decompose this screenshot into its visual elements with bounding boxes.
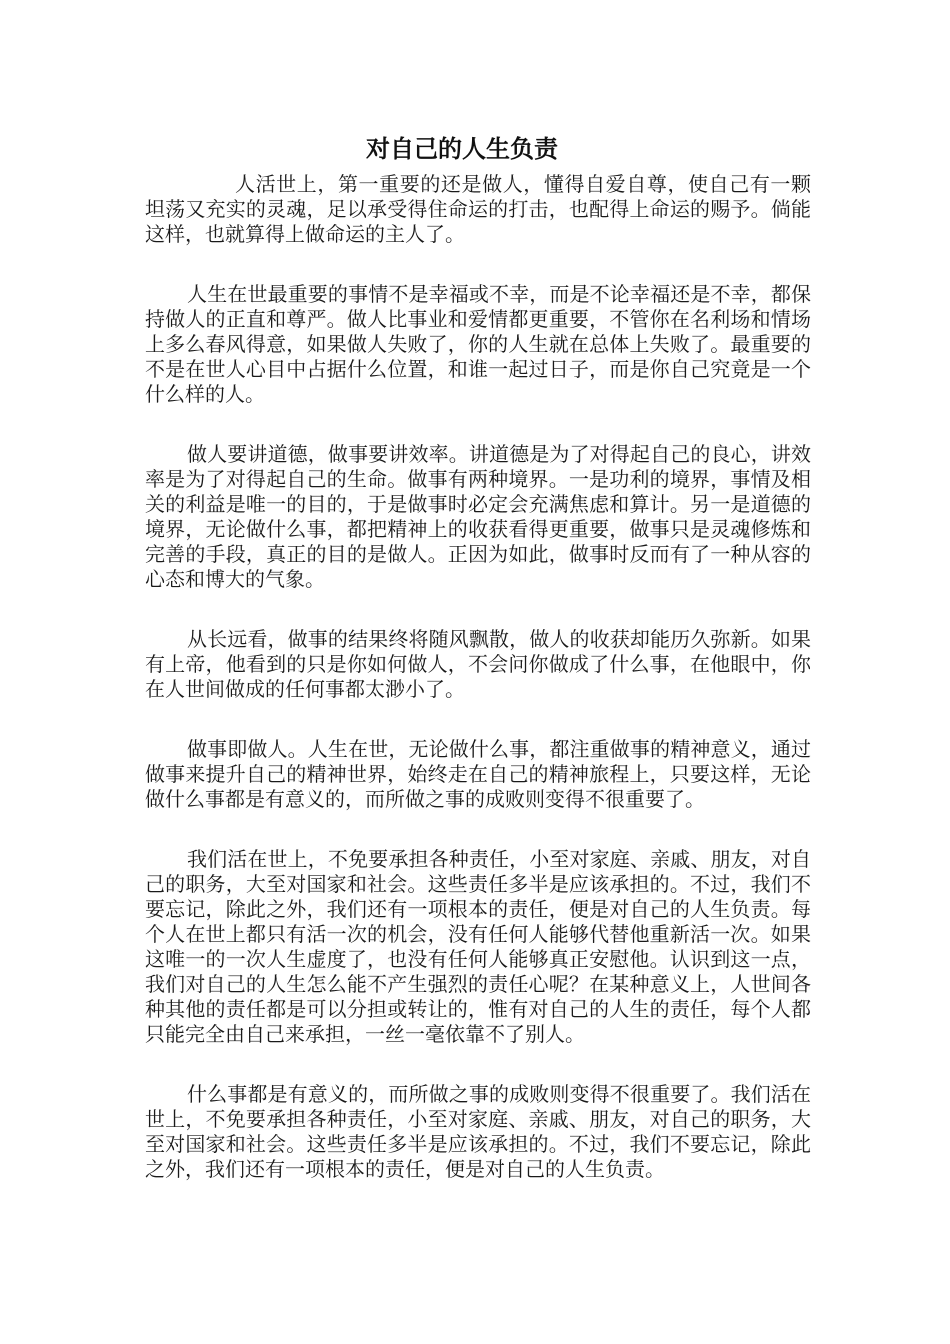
paragraph-7: 什么事都是有意义的，而所做之事的成败则变得不很重要了。我们活在世上，不免要承担各种责任，小至对家庭、亲戚、朋友，对自己的职务，大至对国家和社会。这些责任多半是应该承担的。不过，我们不要忘记，除此之外，我们还有一项根本的责任，便是对自己的人生负责。 <box>145 1082 811 1181</box>
paragraph-1: 人活世上，第一重要的还是做人，懂得自爱自尊，使自己有一颗坦荡又充实的灵魂，足以承受得住命运的打击，也配得上命运的赐予。倘能这样，也就算得上做命运的主人了。 <box>145 172 811 246</box>
paragraph-5: 做事即做人。人生在世，无论做什么事，都注重做事的精神意义，通过做事来提升自己的精神世界，始终走在自己的精神旅程上，只要这样，无论做什么事都是有意义的，而所做之事的成败则变得不很重要了。 <box>145 737 811 811</box>
paragraph-3: 做人要讲道德，做事要讲效率。讲道德是为了对得起自己的良心，讲效率是为了对得起自己的生命。做事有两种境界。一是功利的境界，事情及相关的利益是唯一的目的，于是做事时必定会充满焦虑和算计。另一是道德的境界，无论做什么事，都把精神上的收获看得更重要，做事只是灵魂修炼和完善的手段，真正的目的是做人。正因为如此，做事时反而有了一种从容的心态和博大的气象。 <box>145 442 811 591</box>
document-body <box>145 172 811 1182</box>
paragraph-2: 人生在世最重要的事情不是幸福或不幸，而是不论幸福还是不幸，都保持做人的正直和尊严。做人比事业和爱情都更重要，不管你在名利场和情场上多么春风得意，如果做人失败了，你的人生就在总体上失败了。最重要的不是在世人心目中占据什么位置，和谁一起过日子，而是你自己究竟是一个什么样的人。 <box>145 282 811 406</box>
paragraph-4: 从长远看，做事的结果终将随风飘散，做人的收获却能历久弥新。如果有上帝，他看到的只是你如何做人，不会问你做成了什么事，在他眼中，你在人世间做成的任何事都太渺小了。 <box>145 627 811 701</box>
document-title: 对自己的人生负责 <box>366 135 558 163</box>
paragraph-6: 我们活在世上，不免要承担各种责任，小至对家庭、亲戚、朋友，对自己的职务，大至对国家和社会。这些责任多半是应该承担的。不过，我们不要忘记，除此之外，我们还有一项根本的责任，便是对自己的人生负责。每个人在世上都只有活一次的机会，没有任何人能够代替他重新活一次。如果这唯一的一次人生虚度了，也没有任何人能够真正安慰他。认识到这一点，我们对自己的人生怎么能不产生强烈的责任心呢？在某种意义上，人世间各种其他的责任都是可以分担或转让的，惟有对自己的人生的责任，每个人都只能完全由自己来承担，一丝一毫依靠不了别人。 <box>145 847 811 1046</box>
